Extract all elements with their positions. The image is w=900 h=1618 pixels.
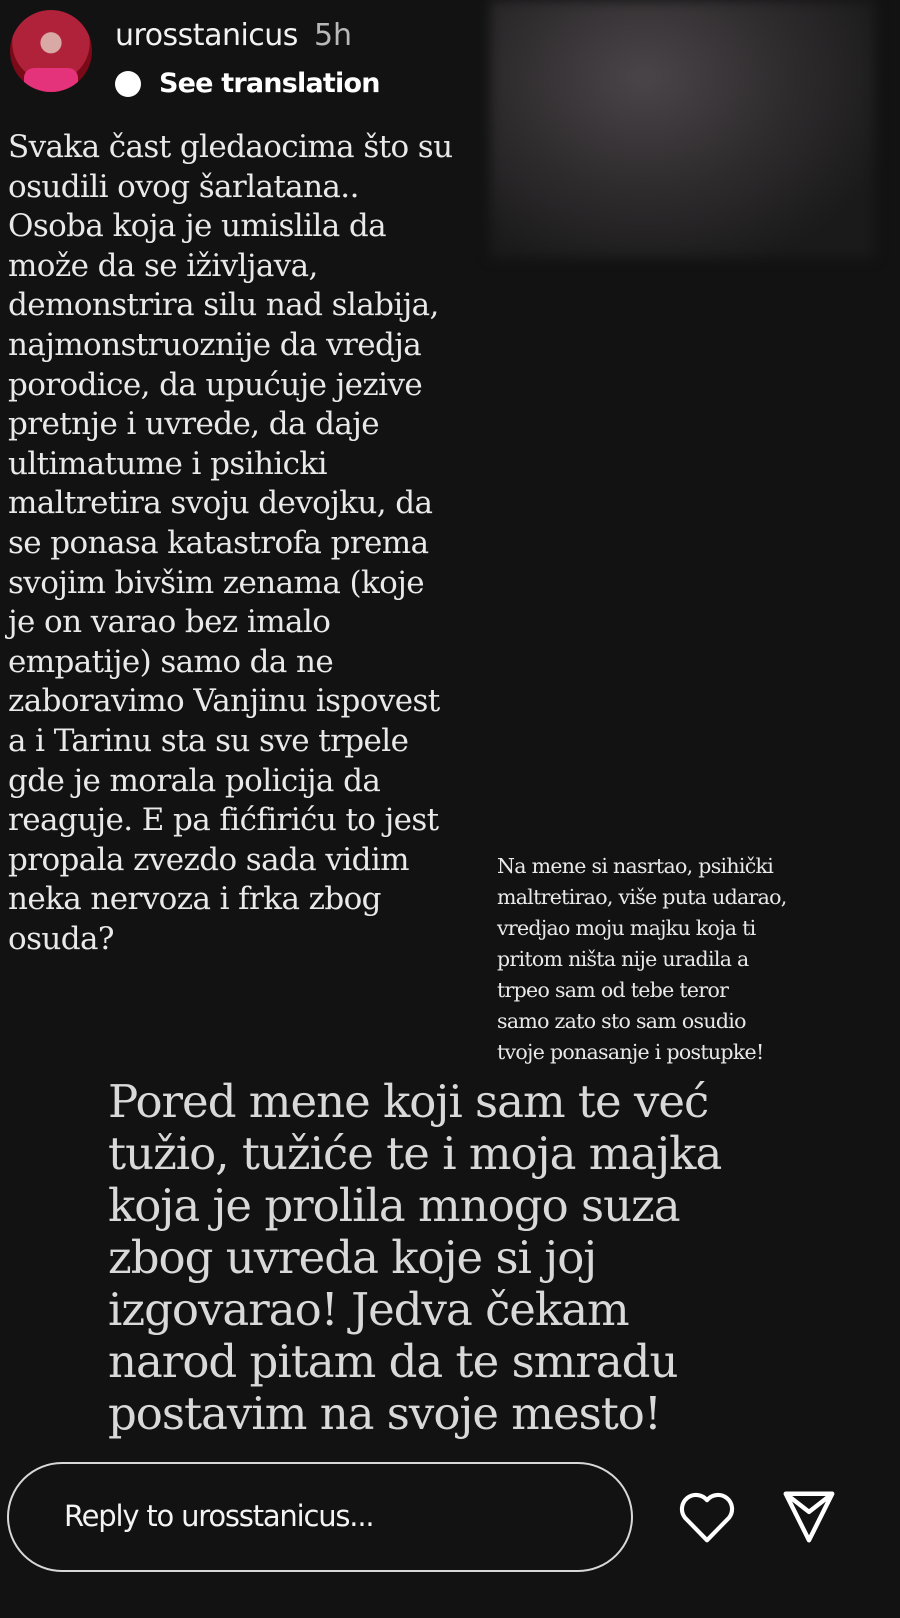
post-time: 5h: [313, 18, 353, 53]
text-line: narod pitam da te smradu: [108, 1335, 678, 1388]
text-line: zaboravimo Vanjinu ispovest: [8, 683, 440, 720]
text-line: pritom ništa nije uradila a: [497, 947, 749, 971]
text-line: je on varao bez imalo: [8, 604, 331, 641]
story-text-left: [8, 128, 452, 959]
text-line: se ponasa katastrofa prema: [8, 524, 429, 561]
text-line: Na mene si nasrtao, psihički: [497, 854, 774, 878]
text-line: najmonstruoznije da vredja: [8, 326, 422, 363]
text-line: Svaka čast gledaocima što su: [8, 129, 453, 165]
text-line: koja je prolila mnogo suza: [108, 1179, 680, 1232]
text-line: gde je morala policija da: [8, 762, 381, 799]
translate-icon: [115, 71, 141, 97]
send-icon[interactable]: [778, 1486, 840, 1548]
text-line: samo zato sto sam osudio: [497, 1009, 746, 1033]
text-line: porodice, da upućuje jezive: [8, 366, 423, 403]
heart-icon[interactable]: [676, 1486, 738, 1548]
blurred-media: [490, 0, 875, 258]
username[interactable]: urosstanicus: [115, 18, 298, 53]
text-line: osudili ovog šarlatana..: [8, 168, 359, 205]
text-line: Osoba koja je umislila da: [8, 208, 386, 245]
story-header: [115, 18, 352, 53]
reply-placeholder: Reply to urosstanicus...: [64, 1499, 374, 1533]
text-line: demonstrira silu nad slabija,: [8, 287, 439, 324]
text-line: maltretirao, više puta udarao,: [497, 885, 787, 909]
text-line: tužio, tužiće te i moja majka: [108, 1127, 722, 1180]
text-line: može da se iživljava,: [8, 247, 318, 284]
text-line: zbog uvreda koje si joj: [108, 1231, 597, 1284]
text-line: propala zvezdo sada vidim: [8, 841, 409, 878]
see-translation-label: See translation: [159, 68, 380, 99]
text-line: vredjao moju majku koja ti: [497, 916, 756, 940]
text-line: trpeo sam od tebe teror: [497, 978, 729, 1002]
text-line: a i Tarinu sta su sve trpele: [8, 722, 409, 759]
story-text-right: [497, 851, 787, 1068]
text-line: maltretira svoju devojku, da: [8, 485, 433, 522]
text-line: pretnje i uvrede, da daje: [8, 406, 380, 443]
story-text-large: [108, 1076, 721, 1440]
text-line: osuda?: [8, 920, 114, 957]
avatar[interactable]: [10, 10, 92, 92]
reply-input[interactable]: [7, 1462, 633, 1572]
text-line: postavim na svoje mesto!: [108, 1387, 661, 1440]
text-line: ultimatume i psihicki: [8, 445, 327, 482]
text-line: izgovarao! Jedva čekam: [108, 1283, 629, 1336]
text-line: empatije) samo da ne: [8, 643, 334, 680]
see-translation-button[interactable]: [115, 68, 380, 99]
text-line: reaguje. E pa fićfiriću to jest: [8, 802, 439, 839]
text-line: tvoje ponasanje i postupke!: [497, 1040, 764, 1064]
text-line: svojim bivšim zenama (koje: [8, 564, 424, 601]
text-line: neka nervoza i frka zbog: [8, 881, 381, 918]
text-line: Pored mene koji sam te već: [108, 1075, 709, 1128]
